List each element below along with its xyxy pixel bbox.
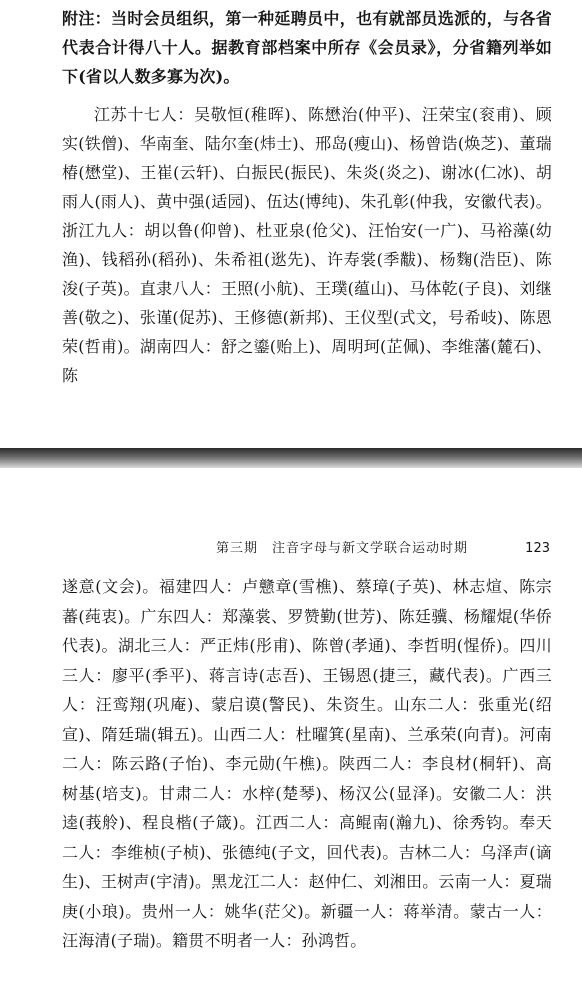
page-number: 123 [525, 541, 550, 556]
body-paragraph: 江苏十七人：吴敬恒(稚晖)、陈懋治(仲平)、汪荣宝(衮甫)、顾实(铁僧)、华南奎、陆尔奎(炜士)、邢岛(瘦山)、杨曾诰(焕芝)、董瑞椿(懋堂)、王崔(云轩)、白振民(振民)、朱炎(炎之)、谢冰(仁冰)、胡雨人(雨人)、黄中强(适园)、伍达(博纯)、朱孔彰(仲我，安徽代表)。浙江九人：胡以鲁(仰曾)、杜亚泉(伧父)、汪怡安(一广)、马裕藻(幼渔)、钱稻孙(稻孙)、朱希祖(逖先)、许寿裳(季黻)、杨麴(浩臣)、陈浚(子英)。直隶八人：王照(小航)、王璞(蕴山)、马体乾(子良)、刘继善(敬之)、张谨(促苏)、王修德(新邦)、王仪型(式文，号希岐)、陈恩荣(哲甫)。湖南四人：舒之鎏(贻上)、周明珂(芷佩)、李维藩(麓石)、陈 [62, 105, 552, 385]
body-paragraph: 遂意(文会)。福建四人：卢戆章(雪樵)、蔡璋(子英)、林志煊、陈宗蕃(莼衷)。广东四人：郑藻裳、罗赞勤(世芳)、陈廷骥、杨耀焜(华侨代表)。湖北三人：严正炜(彤甫)、陈曾(孝通)、李哲明(惺侨)。四川三人：廖平(季平)、蒋言诗(志吾)、王锡恩(捷三，藏代表)。广西三人：汪鸾翔(巩庵)、蒙启谟(警民)、朱资生。山东二人：张重光(绍宣)、隋廷瑞(辑五)。山西二人：杜曜箕(星南)、兰承荣(向青)。河南二人：陈云路(子怡)、李元勋(午樵)。陕西二人：李良材(桐轩)、高树基(培支)。甘肃二人：水梓(楚琴)、杨汉公(显泽)。安徽二人：洪逵(莪舲)、程良楷(子箴)。江西二人：高鲲南(瀚九)、徐秀钧。奉天二人：李维桢(子桢)、张德纯(子文，回代表)。吉林二人：乌泽声(谪生)、王树声(宇清)。黑龙江二人：赵仲仁、刘湘田。云南一人：夏瑞庚(小琅)。贵州一人：姚华(茫父)。新疆一人：蒋举清。蒙古一人：汪海清(子瑞)。籍贯不明者一人：孙鸿哲。 [62, 577, 552, 950]
page-gap-divider [0, 448, 582, 468]
top-page-fragment [0, 0, 582, 448]
bottom-page-fragment [0, 468, 582, 1000]
footnote-section [62, 4, 552, 91]
member-list-top [62, 100, 552, 390]
chapter-title: 第三期 注音字母与新文学联合运动时期 [216, 541, 469, 556]
footnote-paragraph: 附注：当时会员组织，第一种延聘员中，也有就部员选派的，与各省代表合计得八十人。据教育部档案中所存《会员录》，分省籍列举如下(省以人数多寡为次)。 [62, 9, 552, 86]
running-header [216, 540, 550, 558]
member-list-bottom [62, 572, 552, 956]
